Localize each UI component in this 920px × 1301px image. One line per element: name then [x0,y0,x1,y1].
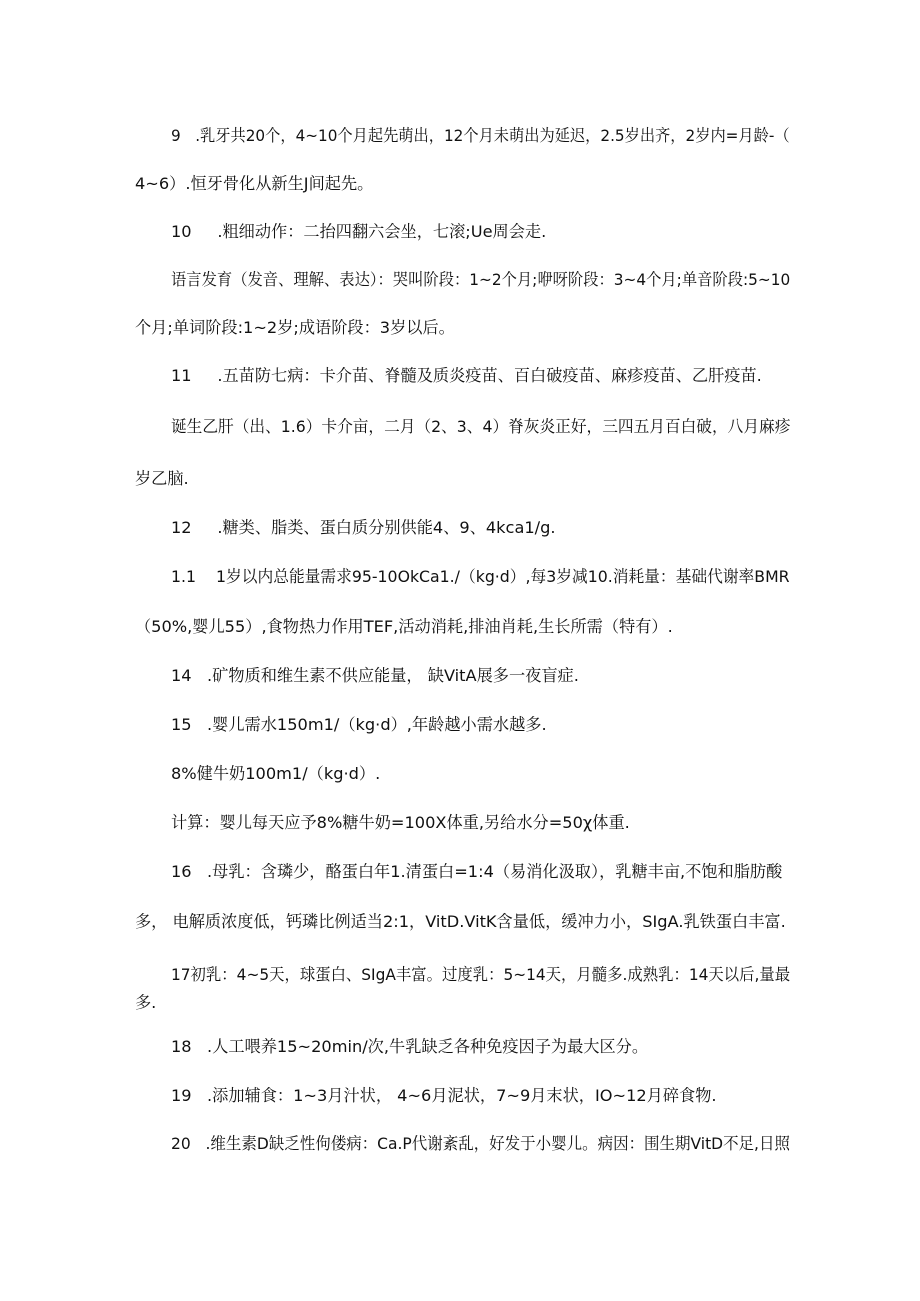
item-12-line-1: 12 .糖类、脂类、蛋白质分别供能4、9、4kca1∕g. [171,518,556,537]
item-17-line-1: 17初乳：4~5天，球蛋白、SIgA丰富。过度乳：5~14天，月髓多.成熟乳：14天以后,量最 [171,965,791,984]
item-13-line-2: （50%,婴儿55）,食物热力作用TEF,活动消耗,排油肖耗,生长所需（特有）. [135,617,673,636]
milk-formula-line: 8%健牛奶100m1∕（kg·d）. [171,764,381,783]
item-19-line-1: 19 .添加辅食：1~3月汁状， 4~6月泥状，7~9月末状，IO~12月碎食物. [171,1086,717,1105]
item-17-line-2: 多. [135,993,157,1012]
vaccine-schedule-line-1: 诞生乙肝（出、1.6）卡介亩，二月（2、3、4）脊灰炎正好，三四五月百白破，八月麻疹 [171,417,791,436]
item-16-line-1: 16 .母乳：含璘少，酪蛋白年1.清蛋白=1:4（易消化汲取），乳糖丰亩,不饱和脂肪酸 [171,862,783,881]
item-20-line-1: 20 .维生素D缺乏性佝偻病：Ca.P代谢紊乱，好发于小婴儿。病因：围生期VitD不足,日照 [171,1134,790,1153]
item-15-line-1: 15 .婴儿需水150m1∕（kg·d）,年龄越小需水越多. [171,715,547,734]
item-14-line-1: 14 .矿物质和维生素不供应能量， 缺VitA展多一夜盲症. [171,666,579,685]
item-10-line-1: 10 .粗细动作：二抬四翻六会坐，七滚;Ue周会走. [171,222,547,241]
item-13-line-1: 1.1 1岁以内总能量需求95-10OkCa1./（kg·d）,每3岁减10.消耗量：基础代谢率BMR [171,567,790,586]
item-9-line-2: 4~6）.恒牙骨化从新生J间起先。 [135,174,374,193]
language-dev-line-2: 个月;单词阶段:1~2岁;成语阶段：3岁以后。 [135,318,455,337]
item-16-line-2: 多， 电解质浓度低，钙璘比例适当2:1，VitD.VitK含量低，缓冲力小，SIgA.乳铁蛋白丰富. [135,912,786,931]
vaccine-schedule-line-2: 岁乙脑. [135,469,189,488]
item-9-line-1: 9 .乳牙共20个，4~10个月起先萌出，12个月未萌出为延迟，2.5岁出齐，2岁内=月龄-（ [171,126,790,145]
language-dev-line-1: 语言发育（发音、理解、表达）：哭叫阶段：1~2个月;咿呀阶段：3~4个月;单音阶段:5~10 [171,270,791,289]
item-18-line-1: 18 .人工喂养15~20min/次,牛乳缺乏各种免疫因子为最大区分。 [171,1037,649,1056]
item-11-line-1: 11 .五苗防七病：卡介苗、脊髓及质炎疫苗、百白破疫苗、麻疹疫苗、乙肝疫苗. [171,366,762,385]
calculation-line: 计算：婴儿每天应予8%糖牛奶=100X体重,另给水分=50χ体重. [171,813,630,832]
